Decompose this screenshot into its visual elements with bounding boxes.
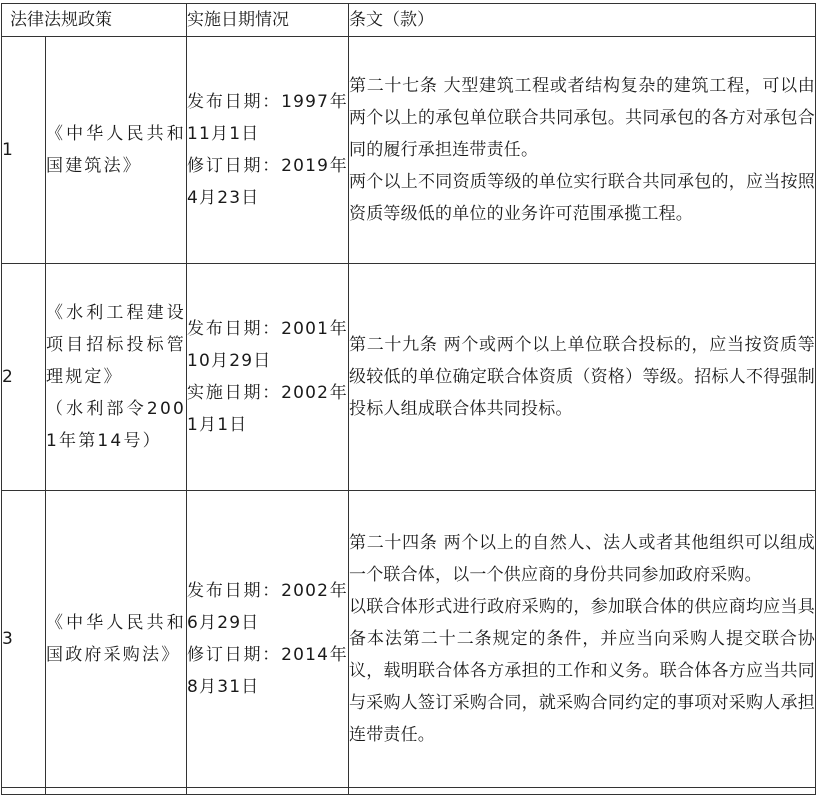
article-cell xyxy=(349,264,816,491)
date-cell xyxy=(187,491,349,788)
law-name-cell xyxy=(46,37,187,264)
effective-date: 实施日期：2002年1月1日 xyxy=(187,383,348,435)
empty-cell xyxy=(187,788,349,795)
article-paragraph: 第二十七条 大型建筑工程或者结构复杂的建筑工程，可以由两个以上的承包单位联合共同承包。共同承包的各方对承包合同的履行承担连带责任。 xyxy=(349,76,815,160)
publish-date: 发布日期：1997年11月1日 xyxy=(187,92,348,144)
row-number: 2 xyxy=(2,264,46,491)
table-header-row xyxy=(2,4,816,37)
law-name-cell xyxy=(46,264,187,491)
table-row xyxy=(2,264,816,491)
article-paragraph: 第二十九条 两个或两个以上单位联合投标的，应当按资质等级较低的单位确定联合体资质（资格）等级。招标人不得强制投标人组成联合体共同投标。 xyxy=(349,335,815,419)
table-row-partial xyxy=(2,788,816,795)
law-name: 《中华人民共和国建筑法》 xyxy=(46,124,186,176)
date-cell xyxy=(187,264,349,491)
article-cell xyxy=(349,491,816,788)
article-paragraph: 以联合体形式进行政府采购的，参加联合体的供应商均应当具备本法第二十二条规定的条件，并应当向采购人提交联合协议，载明联合体各方承担的工作和义务。联合体各方应当共同与采购人签订采购合同，就采购合同约定的事项对采购人承担连带责任。 xyxy=(349,597,815,745)
header-date: 实施日期情况 xyxy=(187,4,349,37)
article-paragraph: 两个以上不同资质等级的单位实行联合共同承包的，应当按照资质等级低的单位的业务许可范围承揽工程。 xyxy=(349,172,815,224)
date-cell xyxy=(187,37,349,264)
revise-date: 修订日期：2014年8月31日 xyxy=(187,645,348,697)
table-row xyxy=(2,491,816,788)
table-row xyxy=(2,37,816,264)
empty-cell xyxy=(349,788,816,795)
law-name: 《水利工程建设项目招标投标管理规定》 xyxy=(46,303,186,387)
article-paragraph: 第二十四条 两个以上的自然人、法人或者其他组织可以组成一个联合体，以一个供应商的身份共同参加政府采购。 xyxy=(349,533,815,585)
law-comparison-table xyxy=(1,3,816,795)
header-law: 法律法规政策 xyxy=(2,4,187,37)
law-name: 《中华人民共和国政府采购法》 xyxy=(46,613,186,665)
header-text: 条文（款） xyxy=(349,4,816,37)
row-number: 1 xyxy=(2,37,46,264)
empty-cell xyxy=(46,788,187,795)
revise-date: 修订日期：2019年4月23日 xyxy=(187,156,348,208)
publish-date: 发布日期：2001年10月29日 xyxy=(187,319,348,371)
law-issuer: （水利部令2001年第14号） xyxy=(46,399,186,451)
law-name-cell xyxy=(46,491,187,788)
row-number: 3 xyxy=(2,491,46,788)
article-cell xyxy=(349,37,816,264)
empty-cell xyxy=(2,788,46,795)
publish-date: 发布日期：2002年6月29日 xyxy=(187,581,348,633)
